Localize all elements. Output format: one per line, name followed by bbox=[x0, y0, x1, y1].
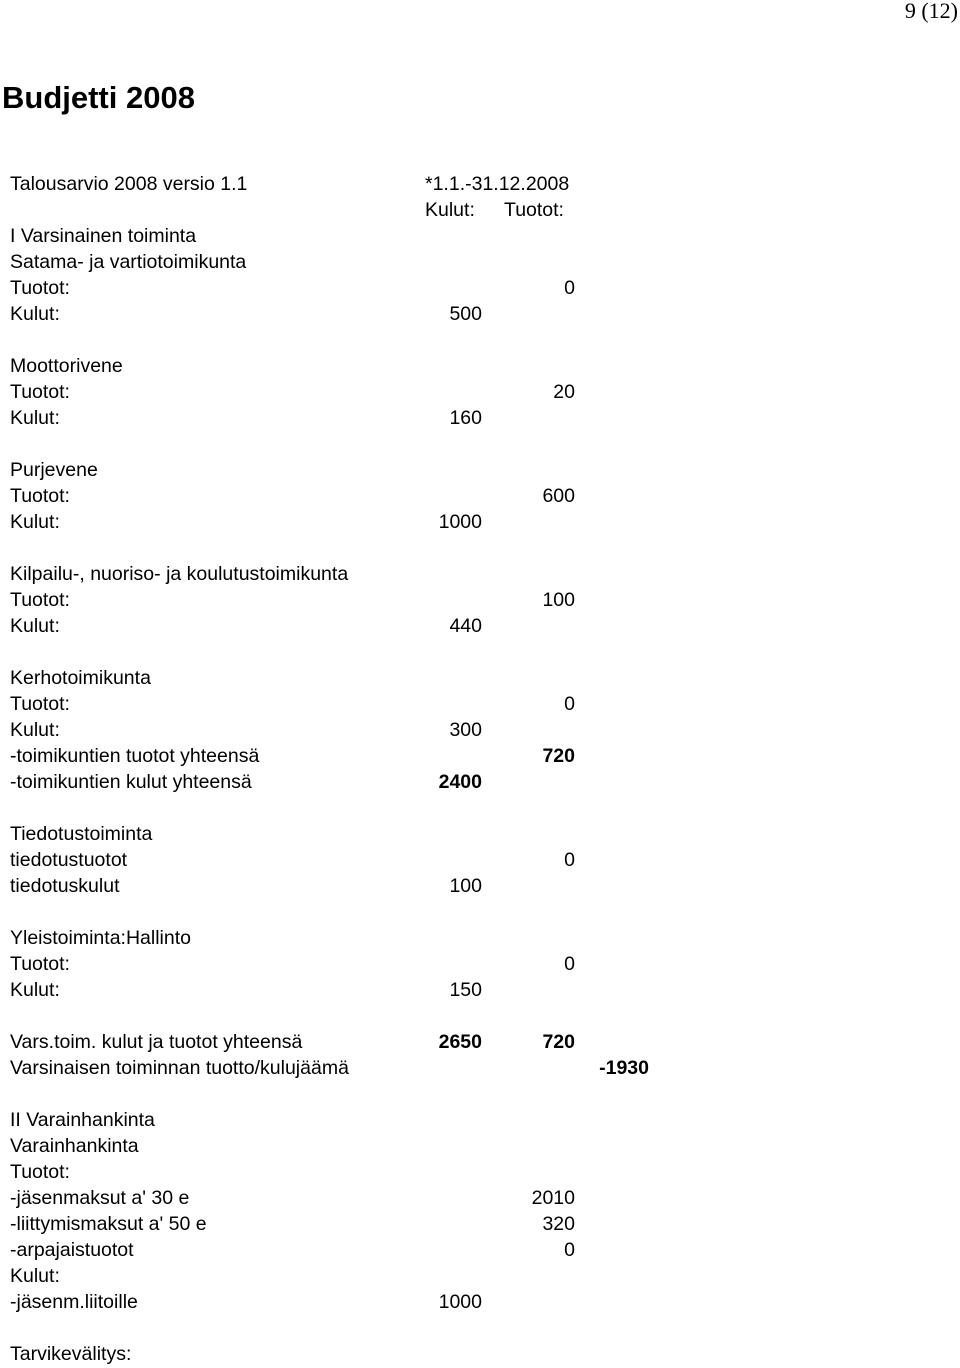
row-label: Kulut: bbox=[10, 511, 60, 533]
budget-row bbox=[10, 561, 660, 587]
budget-row bbox=[10, 1055, 660, 1081]
budget-row bbox=[10, 1107, 660, 1133]
budget-row bbox=[10, 1237, 660, 1263]
tuotot-value: 720 bbox=[542, 745, 575, 767]
kulut-value: 1000 bbox=[438, 1291, 482, 1313]
row-label: II Varainhankinta bbox=[10, 1109, 155, 1131]
kulut-value: 440 bbox=[449, 615, 482, 637]
kulut-value: 300 bbox=[449, 719, 482, 741]
tuotot-value: 0 bbox=[564, 693, 575, 715]
budget-row bbox=[10, 691, 660, 717]
budget-row bbox=[10, 301, 660, 327]
budget-row bbox=[10, 457, 660, 483]
page-number: 9 (12) bbox=[904, 0, 958, 23]
row-label: -jäsenm.liitoille bbox=[10, 1291, 138, 1313]
budget-row bbox=[10, 1133, 660, 1159]
budget-row bbox=[10, 717, 660, 743]
kulut-value: 2400 bbox=[438, 771, 482, 793]
budget-row bbox=[10, 925, 660, 951]
budget-row bbox=[10, 951, 660, 977]
budget-row bbox=[10, 873, 660, 899]
row-label: Tuotot: bbox=[10, 381, 70, 403]
row-label: -liittymismaksut a' 50 e bbox=[10, 1213, 207, 1235]
row-label: Kulut: bbox=[10, 719, 60, 741]
budget-row bbox=[10, 1289, 660, 1315]
row-label: Tuotot: bbox=[10, 277, 70, 299]
budget-row bbox=[10, 1159, 660, 1185]
row-label: Kulut: bbox=[10, 407, 60, 429]
row-label: -arpajaistuotot bbox=[10, 1239, 134, 1261]
budget-row bbox=[10, 977, 660, 1003]
row-label: Kerhotoimikunta bbox=[10, 667, 151, 689]
tuotot-value: 20 bbox=[553, 381, 575, 403]
tuotot-value: 720 bbox=[542, 1031, 575, 1053]
kulut-value: 2650 bbox=[438, 1031, 482, 1053]
row-label: Kulut: bbox=[10, 615, 60, 637]
tuotot-value: 0 bbox=[564, 1239, 575, 1261]
tuotot-value: 320 bbox=[542, 1213, 575, 1235]
row-label: Tuotot: bbox=[10, 589, 70, 611]
version-label: Talousarvio 2008 versio 1.1 bbox=[10, 173, 248, 195]
row-label: Tiedotustoiminta bbox=[10, 823, 153, 845]
page-title: Budjetti 2008 bbox=[2, 80, 195, 115]
row-label: Satama- ja vartiotoimikunta bbox=[10, 251, 247, 273]
budget-row bbox=[10, 821, 660, 847]
kulut-value: 100 bbox=[449, 875, 482, 897]
row-label: Tarvikevälitys: bbox=[10, 1343, 132, 1365]
budget-row bbox=[10, 1029, 660, 1055]
budget-row bbox=[10, 1185, 660, 1211]
budget-row bbox=[10, 353, 660, 379]
kulut-value: 1000 bbox=[438, 511, 482, 533]
kulut-value: 150 bbox=[449, 979, 482, 1001]
row-label: Vars.toim. kulut ja tuotot yhteensä bbox=[10, 1031, 303, 1053]
budget-row bbox=[10, 483, 660, 509]
row-label: Tuotot: bbox=[10, 1161, 70, 1183]
row-label: -jäsenmaksut a' 30 e bbox=[10, 1187, 190, 1209]
row-label: Purjevene bbox=[10, 459, 98, 481]
row-label: -toimikuntien kulut yhteensä bbox=[10, 771, 252, 793]
tuotot-value: 100 bbox=[542, 589, 575, 611]
kulut-value: 500 bbox=[449, 303, 482, 325]
row-label: tiedotustuotot bbox=[10, 849, 128, 871]
row-label: tiedotuskulut bbox=[10, 875, 120, 897]
kulut-column-header: Kulut: bbox=[425, 199, 475, 221]
budget-row bbox=[10, 275, 660, 301]
budget-row bbox=[10, 665, 660, 691]
budget-row bbox=[10, 249, 660, 275]
tuotot-value: 600 bbox=[542, 485, 575, 507]
budget-row bbox=[10, 223, 660, 249]
row-label: Varsinaisen toiminnan tuotto/kulujäämä bbox=[10, 1057, 349, 1079]
tuotot-value: 0 bbox=[564, 953, 575, 975]
row-label: Tuotot: bbox=[10, 485, 70, 507]
tuotot-value: 0 bbox=[564, 849, 575, 871]
budget-row bbox=[10, 847, 660, 873]
budget-header-row bbox=[10, 171, 660, 197]
row-label: Tuotot: bbox=[10, 953, 70, 975]
budget-row bbox=[10, 1341, 660, 1367]
row-label: I Varsinainen toiminta bbox=[10, 225, 197, 247]
budget-row bbox=[10, 613, 660, 639]
budget-row bbox=[10, 743, 660, 769]
tuotot-value: 0 bbox=[564, 277, 575, 299]
kulut-value: 160 bbox=[449, 407, 482, 429]
tuotot-value: 2010 bbox=[531, 1187, 575, 1209]
row-label: Yleistoiminta:Hallinto bbox=[10, 927, 191, 949]
row-label: Kulut: bbox=[10, 979, 60, 1001]
row-label: Moottorivene bbox=[10, 355, 123, 377]
row-label: Kilpailu-, nuoriso- ja koulutustoimikunta bbox=[10, 563, 349, 585]
tuotot-column-header: Tuotot: bbox=[504, 199, 564, 221]
column-header-row bbox=[10, 197, 660, 223]
budget-row bbox=[10, 379, 660, 405]
row-label: Kulut: bbox=[10, 303, 60, 325]
budget-row bbox=[10, 587, 660, 613]
budget-row bbox=[10, 509, 660, 535]
budget-row bbox=[10, 405, 660, 431]
budget-row bbox=[10, 1211, 660, 1237]
period-label: *1.1.-31.12.2008 bbox=[425, 173, 570, 195]
budget-row bbox=[10, 1263, 660, 1289]
row-label: Kulut: bbox=[10, 1265, 60, 1287]
budget-row bbox=[10, 769, 660, 795]
result-value: -1930 bbox=[599, 1057, 649, 1079]
row-label: Varainhankinta bbox=[10, 1135, 139, 1157]
row-label: -toimikuntien tuotot yhteensä bbox=[10, 745, 260, 767]
row-label: Tuotot: bbox=[10, 693, 70, 715]
